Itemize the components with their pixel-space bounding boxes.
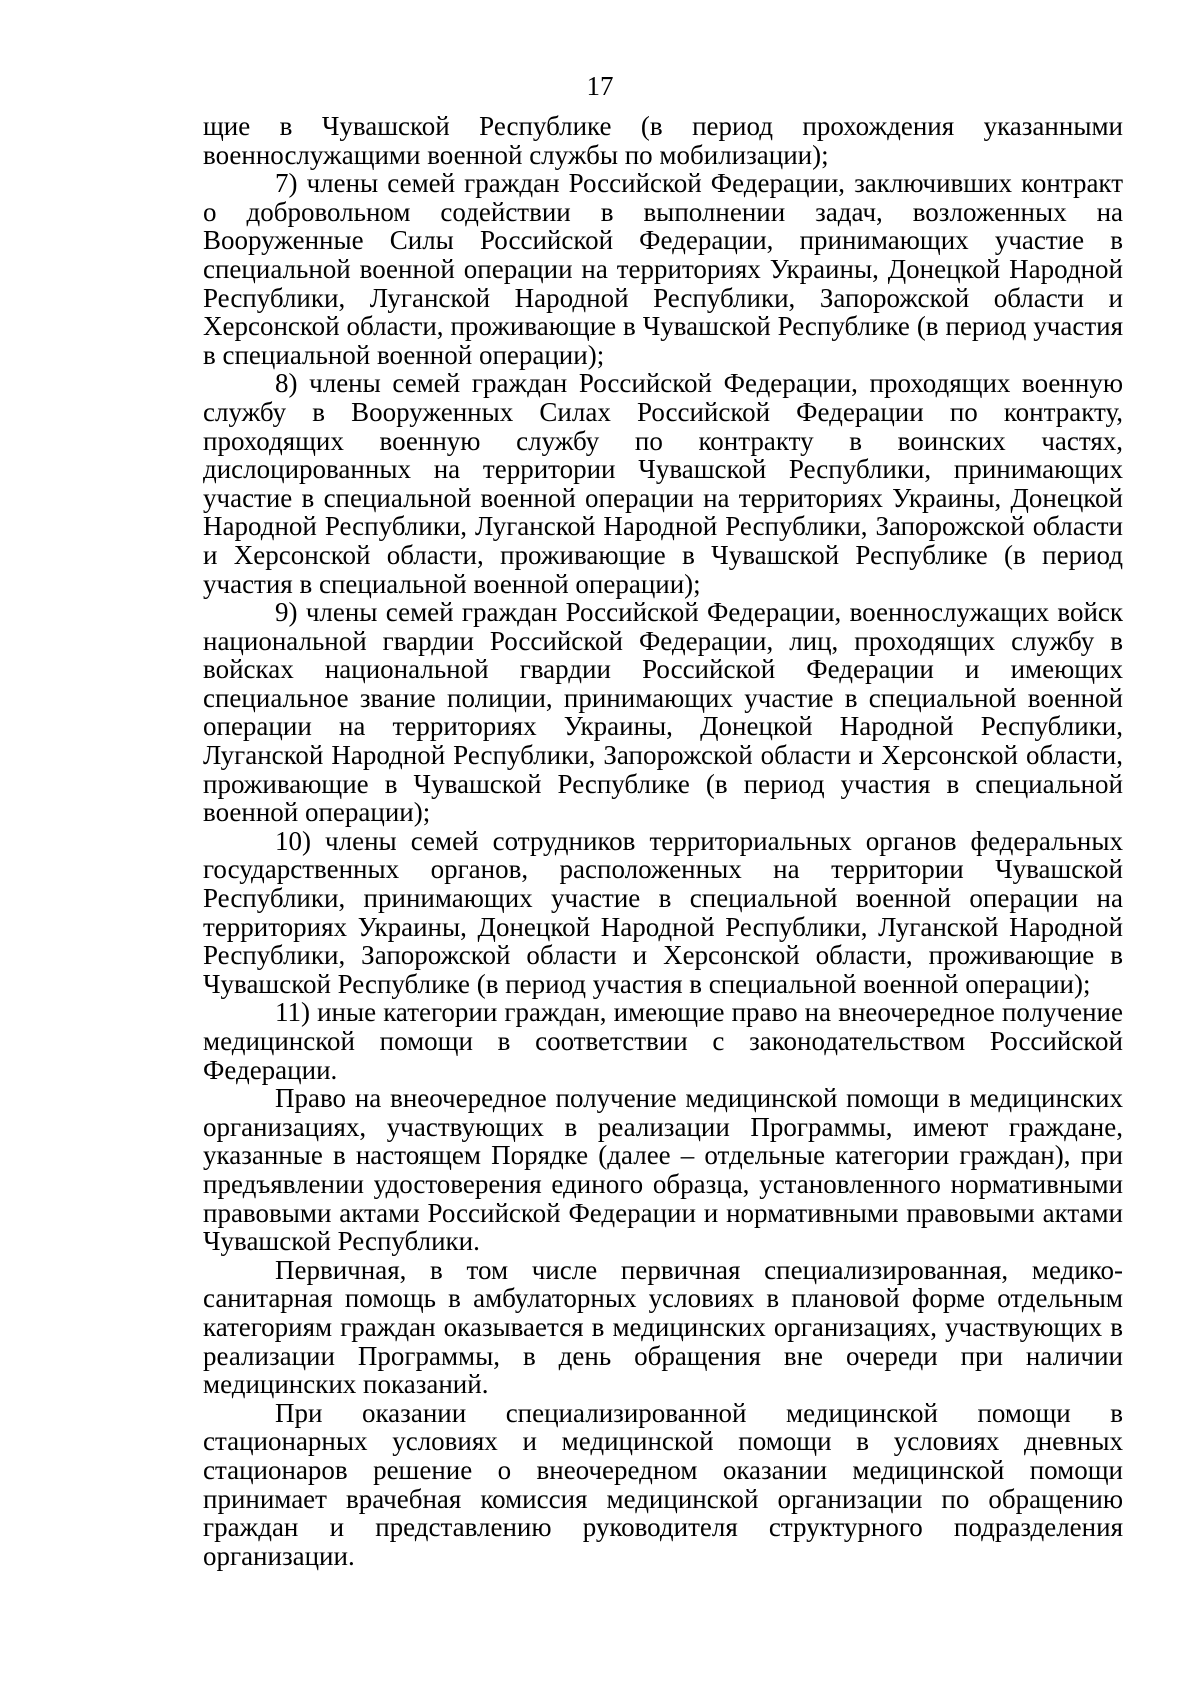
document-body — [203, 112, 1123, 1570]
paragraph-item-7: 7) члены семей граждан Российской Федерации, заключивших контракт о добровольном содействии в выполнении задач, возложенных на Вооруженные Силы Российской Федерации, принимающих участие в специальной военной операции на территориях Украины, Донецкой Народной Республики, Луганской Народной Республики, Запорожской области и Херсонской области, проживающие в Чувашской Республике (в период участия в специальной военной операции); — [203, 168, 1123, 370]
paragraph-item-8: 8) члены семей граждан Российской Федерации, проходящих военную службу в Вооруженных Силах Российской Федерации по контракту, проходящих военную службу по контракту в воинских частях, дислоцированных на территории Чувашской Республики, принимающих участие в специальной военной операции на территориях Украины, Донецкой Народной Республики, Луганской Народной Республики, Запорожской области и Херсонской области, проживающие в Чувашской Республике (в период участия в специальной военной операции); — [203, 368, 1123, 599]
paragraph-item-11: 11) иные категории граждан, имеющие право на внеочередное получение медицинской помощи в соответствии с законодательством Российской Федерации. — [203, 997, 1123, 1085]
paragraph-item-9: 9) члены семей граждан Российской Федерации, военнослужащих войск национальной гвардии Российской Федерации, лиц, проходящих службу в войсках национальной гвардии Российской Федерации и имеющих специальное звание полиции, принимающих участие в специальной военной операции на территориях Украины, Донецкой Народной Республики, Луганской Народной Республики, Запорожской области и Херсонской области, проживающие в Чувашской Республике (в период участия в специальной военной операции); — [203, 597, 1123, 828]
paragraph-right-to-priority-care: Право на внеочередное получение медицинской помощи в медицинских организациях, участвующих в реализации Программы, имеют граждане, указанные в настоящем Порядке (далее – отдельные категории граждан), при предъявлении удостоверения единого образца, установленного нормативными правовыми актами Российской Федерации и нормативными правовыми актами Чувашской Республики. — [203, 1083, 1123, 1257]
paragraph-continuation: щие в Чувашской Республике (в период прохождения указанными военнослужащими военной службы по мобилизации); — [203, 111, 1123, 170]
paragraph-primary-care: Первичная, в том числе первичная специализированная, медико-санитарная помощь в амбулаторных условиях в плановой форме отдельным категориям граждан оказывается в медицинских организациях, участвующих в реализации Программы, в день обращения вне очереди при наличии медицинских показаний. — [203, 1254, 1123, 1400]
page-number: 17 — [586, 71, 614, 101]
paragraph-specialized-care: При оказании специализированной медицинской помощи в стационарных условиях и медицинской помощи в условиях дневных стационаров решение о внеочередном оказании медицинской помощи принимает врачебная комиссия медицинской организации по обращению граждан и представлению руководителя структурного подразделения организации. — [203, 1397, 1123, 1571]
paragraph-item-10: 10) члены семей сотрудников территориальных органов федеральных государственных органов, расположенных на территории Чувашской Республики, принимающих участие в специальной военной операции на территориях Украины, Донецкой Народной Республики, Луганской Народной Республики, Запорожской области и Херсонской области, проживающие в Чувашской Республике (в период участия в специальной военной операции); — [203, 825, 1123, 999]
